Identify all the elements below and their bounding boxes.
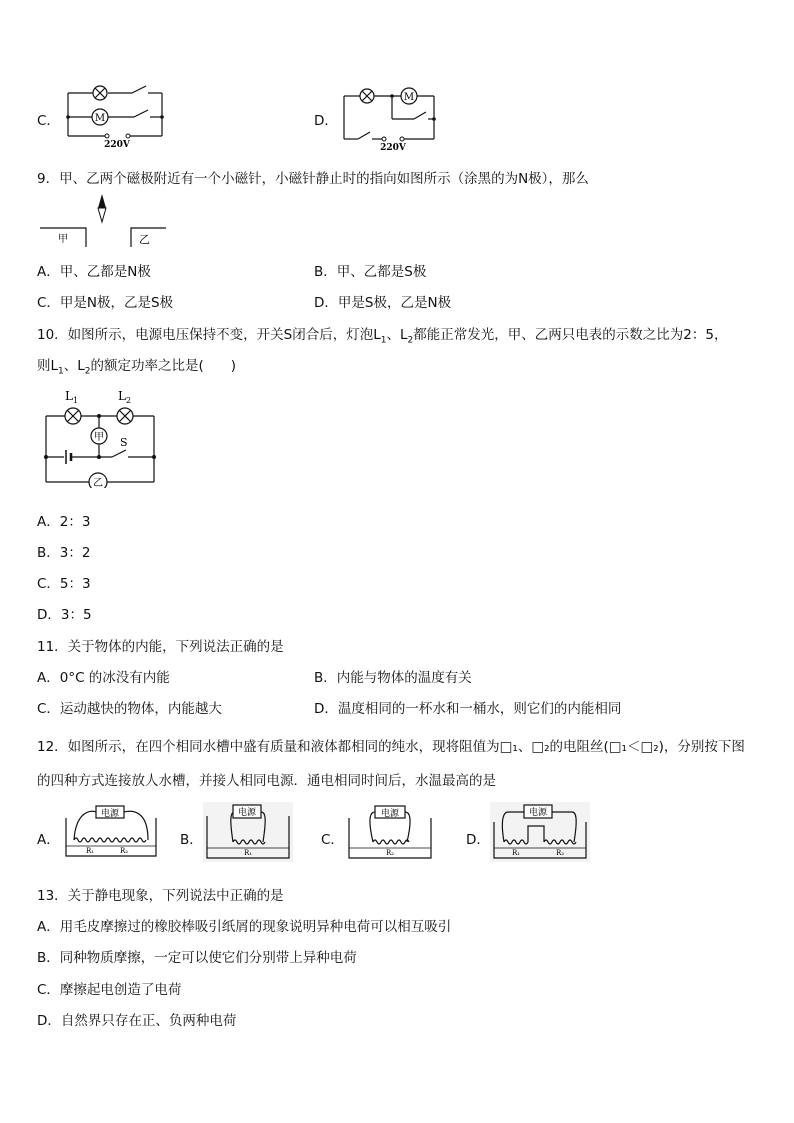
q12-option-a-label: A． — [37, 832, 60, 848]
q10-option-c: C．5：3 — [37, 576, 91, 592]
q8-circuit-d — [338, 84, 442, 152]
q11-stem: 11．关于物体的内能，下列说法正确的是 — [37, 639, 284, 655]
q8-d-voltage: 220V — [380, 143, 406, 152]
q12-c-r2: R₂ — [385, 849, 395, 857]
q12-d-r1: R₁ — [511, 849, 521, 857]
q12-fig-d — [490, 802, 590, 862]
q8-option-d-label: D． — [314, 113, 338, 129]
q13-option-c: C．摩擦起电创造了电荷 — [37, 982, 182, 998]
q10-fig-meter-jia: 甲 — [94, 432, 104, 443]
q10-stem-line2: 则$L_1$、$L_2$的额定功率之比是( ) — [37, 358, 237, 377]
q9-magnet-figure — [36, 192, 176, 252]
q13-option-b: B．同种物质摩擦，一定可以使它们分别带上异种电荷 — [37, 950, 357, 966]
q12-a-r1: R₁ — [85, 847, 95, 855]
q9-option-b: B．甲、乙都是S极 — [314, 264, 427, 280]
q11-option-c: C．运动越快的物体，内能越大 — [37, 701, 222, 717]
q9-pole-left: 甲 — [58, 234, 68, 245]
q10-stem-line1: 10．如图所示，电源电压保持不变，开关S闭合后，灯泡$L_1$、$L_2$都能正常发光，甲、乙两只电表的示数之比为2：5， — [37, 327, 728, 346]
q11-option-a: A．0°C 的冰没有内能 — [37, 670, 170, 686]
q12-b-source: 电源 — [237, 808, 257, 818]
q12-stem-line2: 的四种方式连接放人水槽，并接人相同电源．通电相同时间后，水温最高的是 — [37, 773, 496, 789]
q8-c-motor: M — [94, 113, 106, 124]
q9-stem: 9．甲、乙两个磁极附近有一个小磁针，小磁针静止时的指向如图所示（涂黑的为N极），那么 — [37, 171, 589, 187]
q12-option-b-label: B． — [180, 832, 203, 848]
q11-option-d: D．温度相同的一杯水和一桶水，则它们的内能相同 — [314, 701, 622, 717]
q12-option-d-label: D． — [466, 832, 490, 848]
q10-option-a: A．2：3 — [37, 514, 91, 530]
q10-option-d: D．3：5 — [37, 607, 92, 623]
q9-option-a: A．甲、乙都是N极 — [37, 264, 151, 280]
q12-a-r2: R₂ — [119, 847, 129, 855]
q12-d-source: 电源 — [528, 808, 548, 818]
q12-option-c-label: C． — [321, 832, 344, 848]
q12-stem-line1: 12．如图所示，在四个相同水槽中盛有质量和液体都相同的纯水，现将阻值为□₁、□₂的电阻丝(□₁＜□₂)，分别按下图 — [37, 739, 745, 755]
q9-pole-right: 乙 — [139, 233, 150, 246]
q12-fig-b — [203, 802, 293, 862]
q10-fig-l2: $L_2$ — [118, 389, 132, 405]
q8-c-voltage: 220V — [104, 140, 130, 150]
q8-d-motor: M — [403, 92, 415, 103]
q8-option-c-label: C． — [37, 113, 60, 129]
q10-fig-l1: $L_1$ — [65, 389, 79, 405]
q10-fig-switch: S — [120, 436, 128, 449]
q10-circuit — [40, 384, 164, 488]
q12-b-r1: R₁ — [243, 849, 253, 857]
q10-fig-meter-yi: 乙 — [93, 478, 103, 488]
q9-option-d: D．甲是S极，乙是N极 — [314, 295, 452, 311]
q12-fig-a — [62, 802, 160, 860]
q8-circuit-c — [60, 84, 170, 152]
q13-option-d: D．自然界只存在正、负两种电荷 — [37, 1013, 237, 1029]
q12-fig-c — [345, 802, 435, 862]
q12-a-source: 电源 — [100, 809, 120, 819]
q9-option-c: C．甲是N极，乙是S极 — [37, 295, 174, 311]
q12-d-r2: R₂ — [555, 849, 565, 857]
q10-option-b: B．3：2 — [37, 545, 91, 561]
q12-c-source: 电源 — [380, 809, 400, 819]
q13-stem: 13．关于静电现象，下列说法中正确的是 — [37, 888, 284, 904]
q11-option-b: B．内能与物体的温度有关 — [314, 670, 472, 686]
q13-option-a: A．用毛皮摩擦过的橡胶棒吸引纸屑的现象说明异种电荷可以相互吸引 — [37, 919, 452, 935]
